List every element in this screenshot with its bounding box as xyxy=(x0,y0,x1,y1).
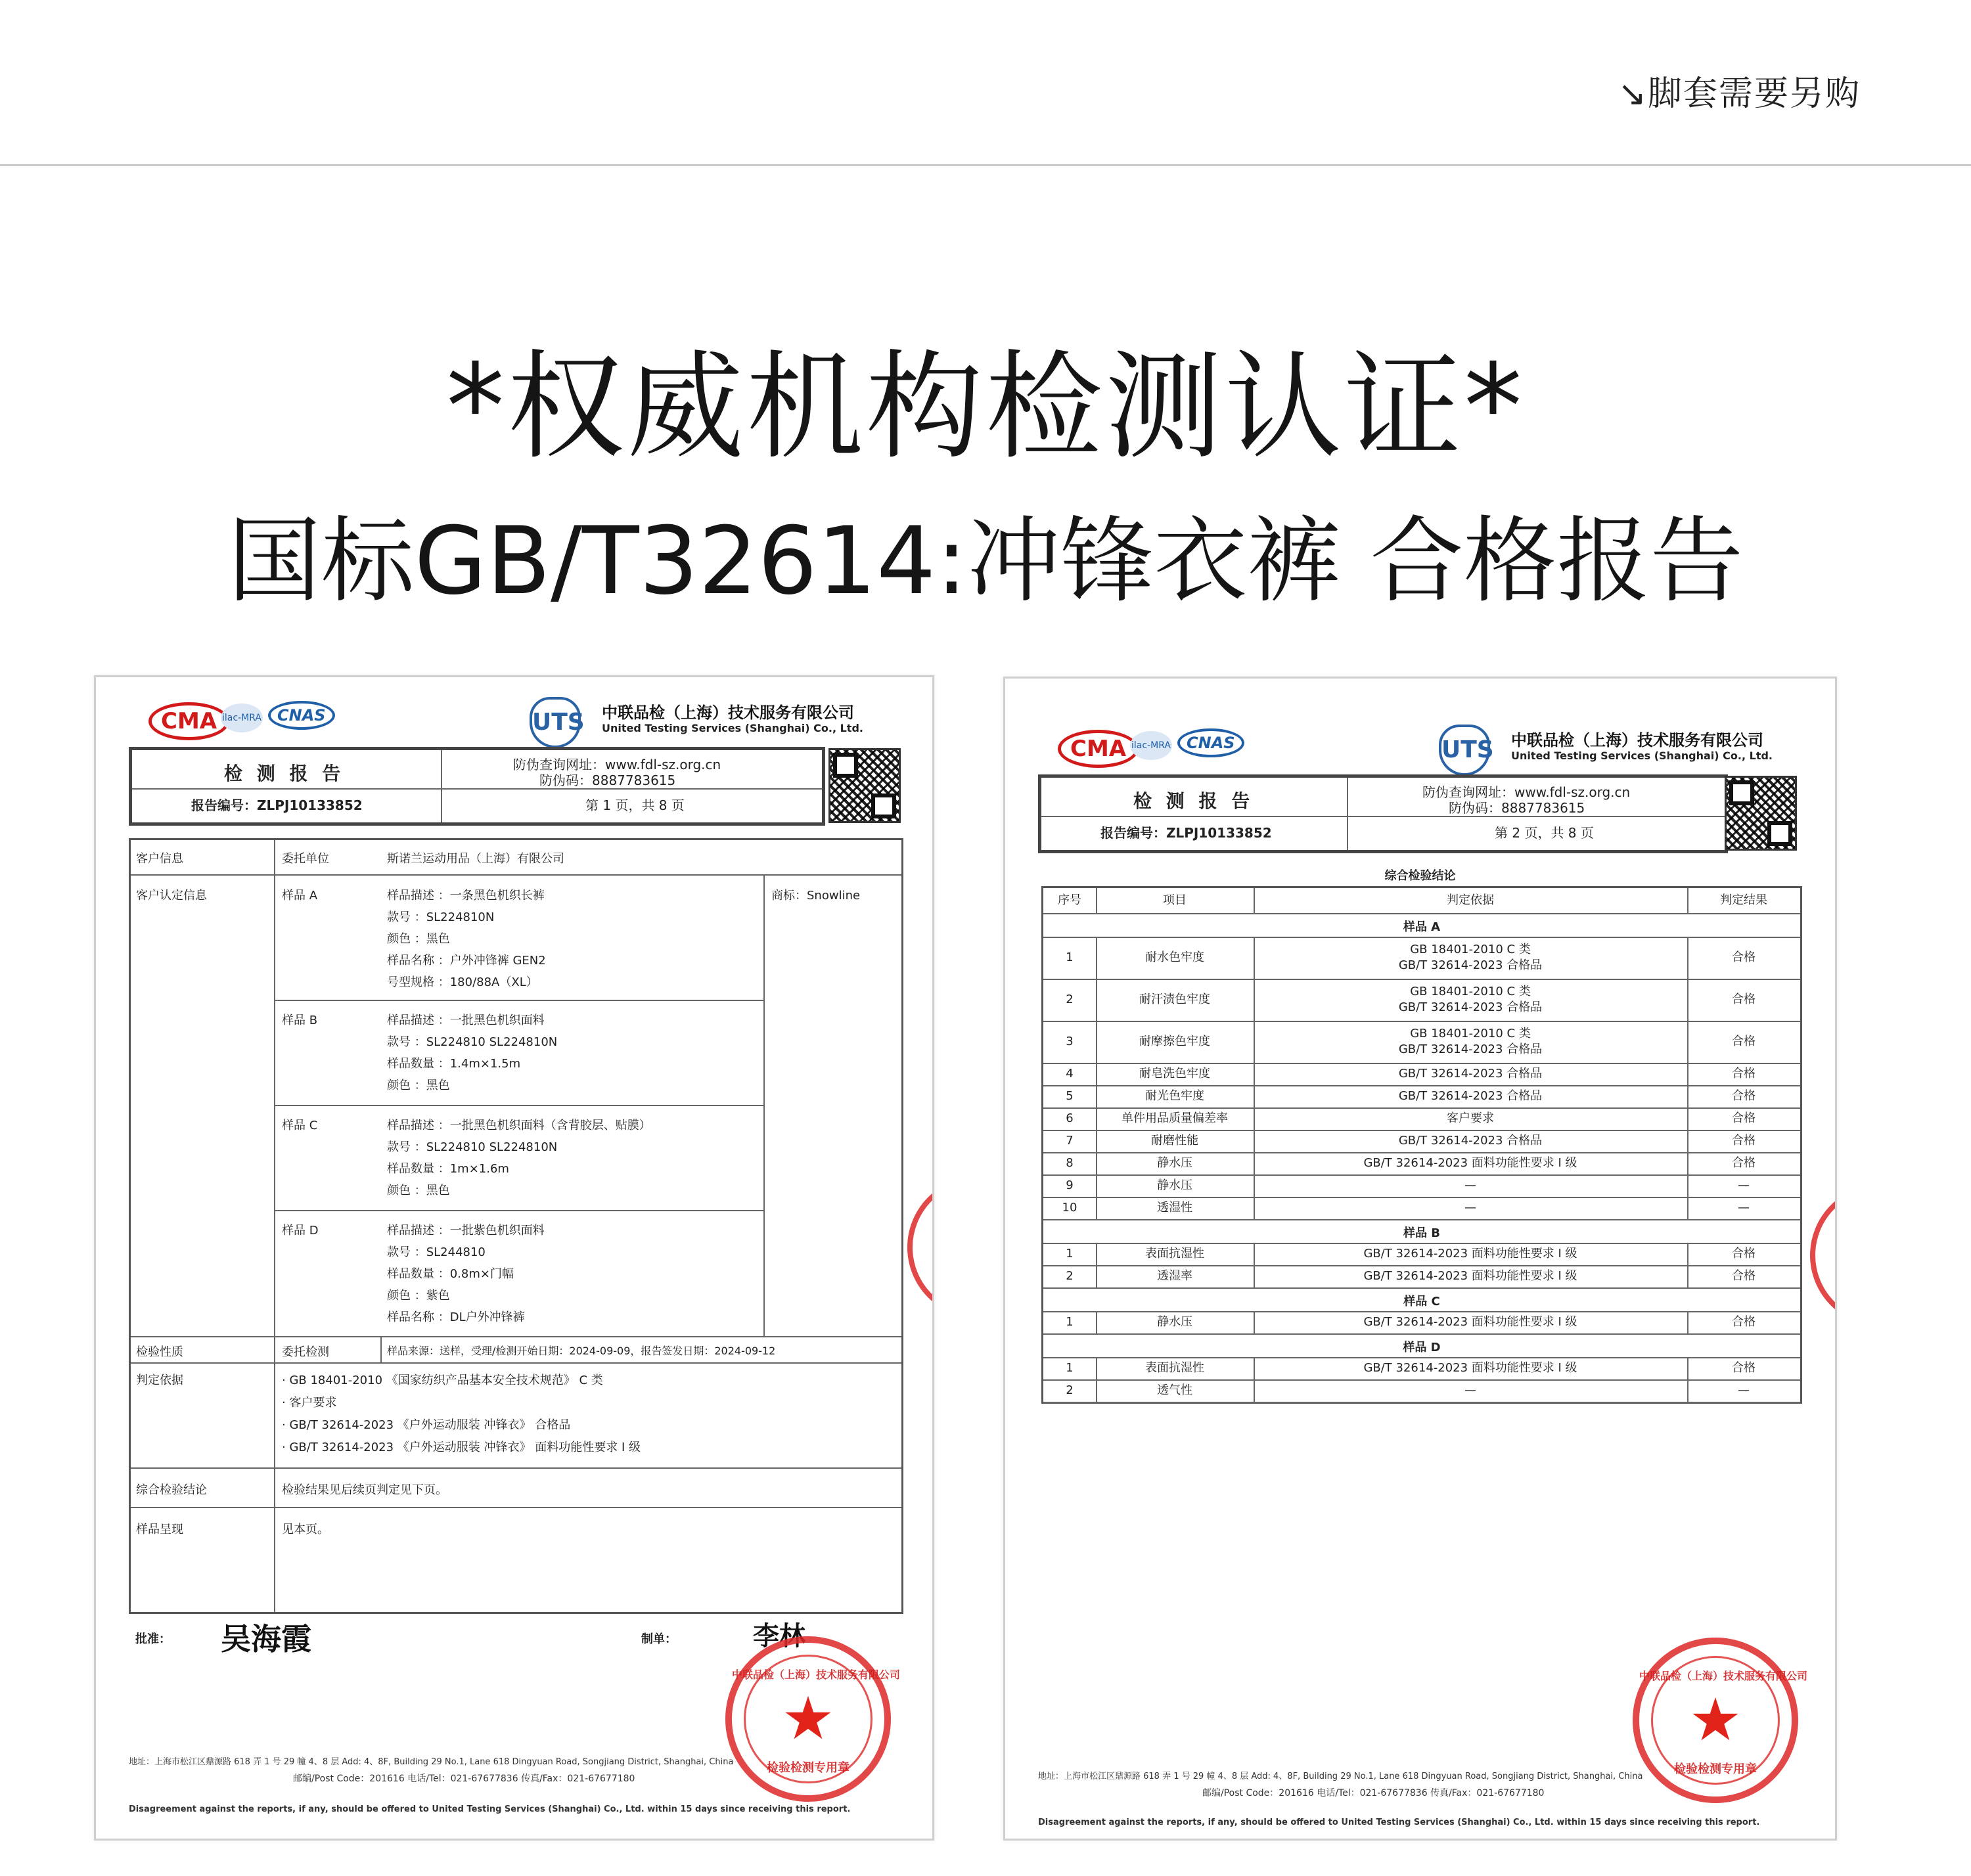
ilac-logo: ilac-MRA xyxy=(1130,731,1172,760)
sample-d-line: 样品数量 ：0.8m×门幅 xyxy=(387,1267,514,1281)
company-name-en: United Testing Services (Shanghai) Co., Ltd. xyxy=(1511,749,1773,762)
cma-logo: CMA xyxy=(1058,730,1139,768)
client-label: 客户信息 xyxy=(136,852,183,866)
seal-text: 中联品检（上海）技术服务有限公司 xyxy=(1639,1670,1808,1682)
table-cell: 合格 xyxy=(1732,993,1756,1006)
edge-seal xyxy=(1810,1184,1837,1326)
sample-group-header: 样品 C xyxy=(1403,1295,1440,1308)
table-cell: 合格 xyxy=(1732,1035,1756,1048)
table-cell: 2 xyxy=(1066,1383,1074,1397)
table-cell: 8 xyxy=(1066,1156,1074,1170)
footer-address: 地址：上海市松江区鼎源路 618 弄 1 号 29 幢 4、8 层 Add: 4、8F, Building 29 No.1, Lane 618 Dingyuan Road, Songjiang District, Shanghai, China xyxy=(1038,1772,1643,1781)
photo-label: 样品呈现 xyxy=(136,1523,183,1536)
table-cell: 耐水色牢度 xyxy=(1145,950,1204,964)
sample-b-line: 样品描述 ：一批黑色机织面料 xyxy=(387,1014,545,1027)
footer-contact: 邮编/Post Code：201616 电话/Tel：021-67677836 传真/Fax：021-67677180 xyxy=(293,1774,635,1784)
table-cell: GB 18401-2010 C 类 GB/T 32614-2023 合格品 xyxy=(1398,943,1543,972)
report-header-box xyxy=(1038,774,1728,853)
sample-group-header: 样品 B xyxy=(1403,1226,1440,1240)
table-cell: GB/T 32614-2023 面料功能性要求 Ⅰ 级 xyxy=(1363,1315,1577,1329)
accessory-note: ↘脚套需要另购 xyxy=(1618,74,1861,114)
footer-disclaimer: Disagreement against the reports, if any, should be offered to United Testing Services (Shanghai) Co., Ltd. within 15 days since receiving this report. xyxy=(129,1804,851,1814)
table-cell: 1 xyxy=(1066,1315,1074,1329)
table-cell: GB/T 32614-2023 面料功能性要求 Ⅰ 级 xyxy=(1363,1247,1577,1261)
brand-value: 商标：Snowline xyxy=(771,889,861,903)
seal-subtext: 检验检测专用章 xyxy=(767,1761,850,1775)
table-cell: 合格 xyxy=(1732,1111,1756,1125)
table-cell: — xyxy=(1464,1178,1476,1192)
table-cell: 耐汗渍色牢度 xyxy=(1139,993,1210,1006)
table-cell: 1 xyxy=(1066,1361,1074,1375)
sample-info-label: 客户认定信息 xyxy=(136,889,207,903)
page-title: *权威机构检测认证* xyxy=(446,339,1525,475)
sample-d-line: 样品名称 ：DL户外冲锋裤 xyxy=(387,1310,525,1324)
photo-value: 见本页。 xyxy=(282,1523,329,1536)
column-header: 序号 xyxy=(1058,893,1081,907)
table-cell: 静水压 xyxy=(1157,1178,1192,1192)
report-header-box xyxy=(129,747,825,826)
table-cell: 7 xyxy=(1066,1134,1074,1148)
results-table xyxy=(1041,886,1802,1404)
verify-url: 防伪查询网址：www.fdl-sz.org.cn xyxy=(1422,784,1631,800)
table-cell: 耐摩擦色牢度 xyxy=(1139,1035,1210,1048)
table-cell: 1 xyxy=(1066,1247,1074,1261)
table-cell: — xyxy=(1738,1383,1750,1397)
table-cell: 表面抗湿性 xyxy=(1145,1247,1204,1261)
sample-d-line: 颜色 ：紫色 xyxy=(387,1289,450,1303)
table-cell: GB/T 32614-2023 合格品 xyxy=(1398,1134,1543,1148)
basis-line: · GB/T 32614-2023 《户外运动服装 冲锋衣》 面料功能性要求 Ⅰ 级 xyxy=(282,1440,641,1454)
page-number: 第 2 页，共 8 页 xyxy=(1495,825,1594,841)
table-cell: 2 xyxy=(1066,1269,1074,1283)
sample-b-line: 款号 ：SL224810 SL224810N xyxy=(387,1035,558,1049)
official-seal xyxy=(725,1636,901,1802)
table-cell: GB 18401-2010 C 类 GB/T 32614-2023 合格品 xyxy=(1398,985,1543,1014)
basis-line: · GB 18401-2010 《国家纺织产品基本安全技术规范》 C 类 xyxy=(282,1374,603,1387)
cma-logo: CMA xyxy=(148,702,229,740)
report-number: 报告编号：ZLPJ10133852 xyxy=(1100,825,1272,841)
qr-code xyxy=(1725,776,1797,851)
sample-d-line: 样品描述 ：一批紫色机织面料 xyxy=(387,1224,545,1238)
sample-a-line: 款号 ：SL224810N xyxy=(387,910,495,924)
conclusion-value: 检验结果见后续页判定见下页。 xyxy=(282,1483,447,1497)
basis-line: · GB/T 32614-2023 《户外运动服装 冲锋衣》 合格品 xyxy=(282,1418,571,1432)
table-cell: 耐磨性能 xyxy=(1151,1134,1198,1148)
page-subtitle: 国标GB/T32614:冲锋衣裤 合格报告 xyxy=(227,507,1744,615)
sample-b-line: 颜色 ：黑色 xyxy=(387,1079,450,1092)
table-cell: 耐光色牢度 xyxy=(1145,1089,1204,1103)
test-nature-label: 检验性质 xyxy=(136,1345,183,1359)
official-seal xyxy=(1633,1638,1808,1803)
table-cell: 5 xyxy=(1066,1089,1074,1103)
sample-d-name: 样品 D xyxy=(282,1224,319,1238)
table-cell: 表面抗湿性 xyxy=(1145,1361,1204,1375)
table-cell: 静水压 xyxy=(1157,1315,1192,1329)
table-cell: GB/T 32614-2023 合格品 xyxy=(1398,1067,1543,1081)
column-header: 项目 xyxy=(1163,893,1187,907)
table-cell: — xyxy=(1464,1201,1476,1215)
sample-a-line: 样品名称 ：户外冲锋裤 GEN2 xyxy=(387,954,546,968)
table-cell: 透湿率 xyxy=(1157,1269,1192,1283)
table-cell: 合格 xyxy=(1732,1156,1756,1170)
footer-contact: 邮编/Post Code：201616 电话/Tel：021-67677836 传真/Fax：021-67677180 xyxy=(1202,1788,1545,1798)
sample-c-line: 款号 ：SL224810 SL224810N xyxy=(387,1140,558,1154)
table-cell: 客户要求 xyxy=(1447,1111,1494,1125)
edge-seal xyxy=(907,1176,934,1318)
sample-c-name: 样品 C xyxy=(282,1119,318,1132)
ilac-logo: ilac-MRA xyxy=(221,704,263,732)
cnas-logo: CNAS xyxy=(268,701,335,730)
qr-code xyxy=(828,748,901,823)
report-page-2 xyxy=(1003,677,1837,1841)
checker-label: 制单： xyxy=(641,1632,677,1646)
column-header: 判定结果 xyxy=(1720,893,1767,907)
sample-a-name: 样品 A xyxy=(282,889,318,903)
uts-logo: UTS xyxy=(530,697,581,748)
sample-c-line: 颜色 ：黑色 xyxy=(387,1184,450,1197)
table-cell: 3 xyxy=(1066,1035,1074,1048)
table-cell: 透气性 xyxy=(1157,1383,1192,1397)
table-cell: 合格 xyxy=(1732,1315,1756,1329)
table-cell: 合格 xyxy=(1732,1247,1756,1261)
table-cell: 4 xyxy=(1066,1067,1074,1081)
table-cell: 耐皂洗色牢度 xyxy=(1139,1067,1210,1081)
sample-b-name: 样品 B xyxy=(282,1014,318,1027)
column-header: 判定依据 xyxy=(1447,893,1494,907)
page-number: 第 1 页，共 8 页 xyxy=(585,797,685,813)
table-cell: 透湿性 xyxy=(1157,1201,1192,1215)
report-page-1 xyxy=(94,675,934,1841)
table-cell: 静水压 xyxy=(1157,1156,1192,1170)
table-cell: 合格 xyxy=(1732,1361,1756,1375)
conclusion-table-title: 综合检验结论 xyxy=(1384,869,1456,883)
table-cell: 6 xyxy=(1066,1111,1074,1125)
sample-c-line: 样品描述 ：一批黑色机织面料（含背胶层、贴膜） xyxy=(387,1119,651,1132)
table-cell: 合格 xyxy=(1732,1134,1756,1148)
basis-line: · 客户要求 xyxy=(282,1396,337,1410)
approver-label: 批准： xyxy=(135,1632,171,1646)
table-cell: 2 xyxy=(1066,993,1074,1006)
test-nature-value: 委托检测 xyxy=(282,1345,329,1359)
table-cell: 单件用品质量偏差率 xyxy=(1121,1111,1228,1125)
cnas-logo: CNAS xyxy=(1177,728,1244,757)
sample-group-header: 样品 D xyxy=(1403,1341,1441,1354)
seal-star-icon: ★ xyxy=(781,1684,835,1753)
footer-disclaimer: Disagreement against the reports, if any, should be offered to United Testing Services (Shanghai) Co., Ltd. within 15 days since receiving this report. xyxy=(1038,1818,1760,1827)
table-cell: 合格 xyxy=(1732,1089,1756,1103)
table-cell: GB/T 32614-2023 面料功能性要求 Ⅰ 级 xyxy=(1363,1361,1577,1375)
basis-label: 判定依据 xyxy=(136,1374,183,1387)
table-cell: 1 xyxy=(1066,950,1074,964)
verify-code: 防伪码：8887783615 xyxy=(1449,800,1585,816)
report-title: 检 测 报 告 xyxy=(224,763,345,784)
approver-signature: 吴海霞 xyxy=(221,1621,311,1657)
seal-star-icon: ★ xyxy=(1688,1686,1742,1754)
conclusion-label: 综合检验结论 xyxy=(136,1483,207,1497)
table-cell: 合格 xyxy=(1732,1067,1756,1081)
sample-c-line: 样品数量 ：1m×1.6m xyxy=(387,1162,509,1176)
header-divider xyxy=(0,164,1971,166)
checker-signature: 李林 xyxy=(753,1620,805,1651)
company-name-cn: 中联品检（上海）技术服务有限公司 xyxy=(602,704,854,722)
sample-b-line: 样品数量 ：1.4m×1.5m xyxy=(387,1057,521,1071)
seal-subtext: 检验检测专用章 xyxy=(1674,1762,1757,1776)
verify-code: 防伪码：8887783615 xyxy=(539,772,676,788)
report-number: 报告编号：ZLPJ10133852 xyxy=(191,797,363,813)
uts-logo: UTS xyxy=(1439,725,1490,776)
client-sub-label: 委托单位 xyxy=(282,852,329,866)
table-cell: — xyxy=(1738,1201,1750,1215)
table-cell: 10 xyxy=(1062,1201,1077,1215)
company-name-en: United Testing Services (Shanghai) Co., Ltd. xyxy=(602,722,863,734)
table-cell: — xyxy=(1738,1178,1750,1192)
table-cell: 9 xyxy=(1066,1178,1074,1192)
table-cell: 合格 xyxy=(1732,1269,1756,1283)
table-cell: GB/T 32614-2023 面料功能性要求 Ⅰ 级 xyxy=(1363,1156,1577,1170)
sample-a-line: 颜色 ：黑色 xyxy=(387,932,450,946)
sample-group-header: 样品 A xyxy=(1403,920,1441,934)
verify-url: 防伪查询网址：www.fdl-sz.org.cn xyxy=(513,757,721,772)
client-value: 斯诺兰运动用品（上海）有限公司 xyxy=(387,852,564,866)
report-info-table xyxy=(129,838,903,1614)
table-cell: GB/T 32614-2023 合格品 xyxy=(1398,1089,1543,1103)
table-cell: 合格 xyxy=(1732,950,1756,964)
table-cell: — xyxy=(1464,1383,1476,1397)
sample-a-line: 样品描述 ：一条黑色机织长裤 xyxy=(387,889,545,903)
company-name-cn: 中联品检（上海）技术服务有限公司 xyxy=(1511,731,1763,749)
table-cell: GB/T 32614-2023 面料功能性要求 Ⅰ 级 xyxy=(1363,1269,1577,1283)
report-title: 检 测 报 告 xyxy=(1133,790,1254,812)
seal-text: 中联品检（上海）技术服务有限公司 xyxy=(732,1668,901,1681)
test-dates: 样品来源：送样，受理/检测开始日期：2024-09-09，报告签发日期：2024-09-12 xyxy=(387,1345,776,1357)
sample-a-line: 号型规格 ：180/88A（XL） xyxy=(387,975,538,989)
table-cell: GB 18401-2010 C 类 GB/T 32614-2023 合格品 xyxy=(1398,1027,1543,1056)
sample-d-line: 款号 ：SL244810 xyxy=(387,1245,486,1259)
footer-address: 地址：上海市松江区鼎源路 618 弄 1 号 29 幢 4、8 层 Add: 4、8F, Building 29 No.1, Lane 618 Dingyuan Road, Songjiang District, Shanghai, China xyxy=(129,1757,734,1767)
